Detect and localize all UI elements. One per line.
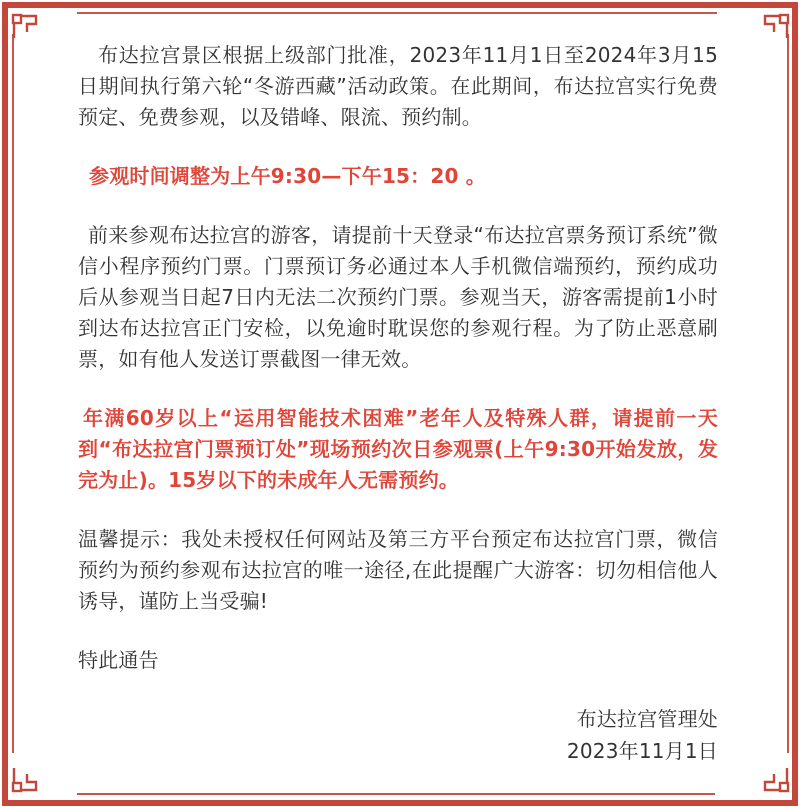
- notice-body: [78, 40, 718, 768]
- fret-corner-icon: [761, 10, 793, 42]
- fret-corner-icon: [761, 764, 793, 796]
- senior-special-groups-highlight: 年满60岁以上“运用智能技术困难”老年人及特殊人群，请提前一天到“布达拉宫门票预订处”现场预约次日参观票(上午9:30开始发放，发完为止)。15岁以下的未成年人无需预约。: [78, 406, 718, 492]
- policy-intro-paragraph: 布达拉宫景区根据上级部门批准，2023年11月1日至2024年3月15日期间执行第六轮“冬游西藏”活动政策。在此期间，布达拉宫实行免费预定、免费参观，以及错峰、限流、预约制。: [78, 43, 718, 129]
- inner-border-line-bottom: [77, 793, 715, 795]
- signature-block: [78, 704, 718, 767]
- visiting-hours-highlight: 参观时间调整为上午9:30—下午15：20 。: [89, 164, 486, 188]
- fret-corner-icon: [8, 764, 40, 796]
- inner-border-line-top: [77, 12, 717, 14]
- closing-line: 特此通告: [78, 648, 159, 672]
- booking-instructions-paragraph: 前来参观布达拉宫的游客，请提前十天登录“布达拉宫票务预订系统”微信小程序预约门票。门票预订务必通过本人手机微信端预约，预约成功后从参观当日起7日内无法二次预约门票。参观当天，游客需提前1小时到达布达拉宫正门安检，以免逾时耽误您的参观行程。为了防止恶意刷票，如有他人发送订票截图一律无效。: [78, 223, 718, 371]
- inner-border-line-left: [12, 34, 14, 753]
- fret-corner-icon: [8, 10, 40, 42]
- warm-reminder-paragraph: 温馨提示：我处未授权任何网站及第三方平台预定布达拉宫门票，微信预约为预约参观布达拉宫的唯一途径,在此提醒广大游客：切勿相信他人诱导，谨防上当受骗!: [78, 527, 718, 613]
- signature-org: 布达拉宫管理处: [576, 707, 718, 731]
- signature-date: 2023年11月1日: [566, 739, 718, 763]
- inner-border-line-right: [787, 34, 789, 753]
